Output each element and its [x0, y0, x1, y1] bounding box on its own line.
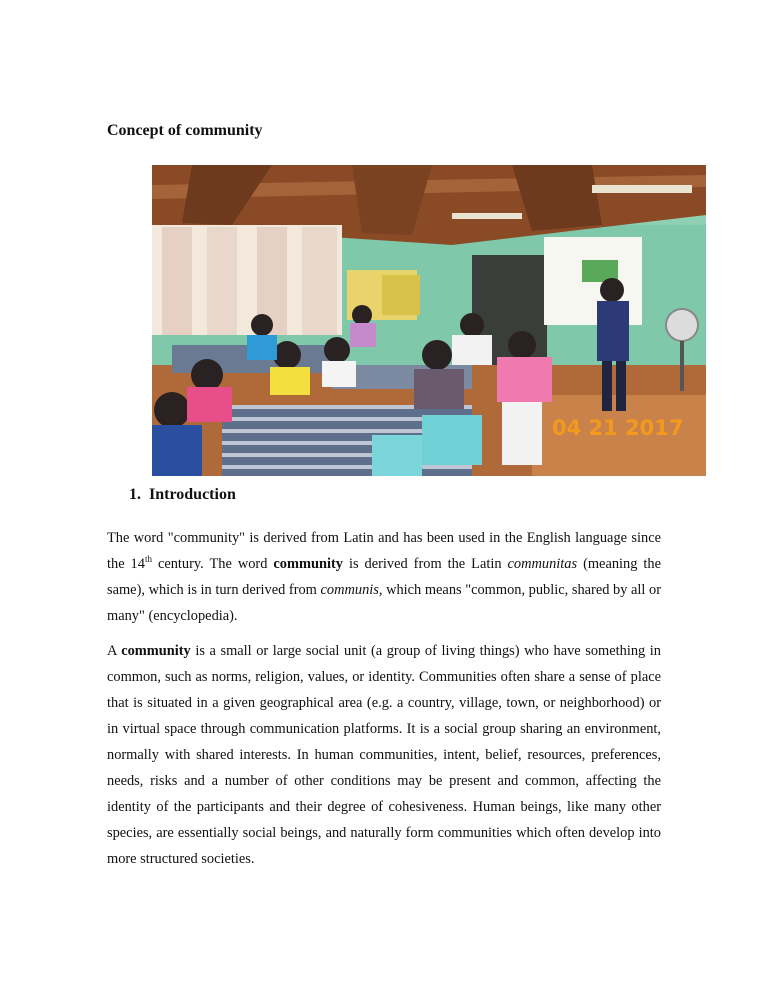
- para1-superscript: th: [144, 554, 152, 565]
- para1-text-4: (meaning the same), which is in turn derived from: [107, 556, 661, 598]
- para1-italic-communis: communis,: [320, 582, 383, 598]
- para2-text-1: A: [107, 643, 122, 659]
- para1-italic-communitas: communitas: [507, 556, 578, 572]
- paragraph-intro: [107, 525, 661, 629]
- para1-bold-term: community: [273, 556, 343, 572]
- paragraph-definition: [107, 638, 661, 872]
- page-title: Concept of community: [107, 122, 263, 139]
- para1-text-3: is derived from the Latin: [342, 556, 508, 572]
- para1-text-1: The word "community" is derived from Latin and has been used in the English language since the 14: [107, 530, 661, 572]
- para2-bold-term: community: [121, 643, 191, 659]
- section-title: Introduction: [149, 486, 236, 503]
- seminar-photo: [152, 165, 706, 476]
- date-stamp: 04 21 2017: [552, 416, 684, 440]
- section-number: 1.: [129, 486, 141, 503]
- para2-text-2: is a small or large social unit (a group of living things) who have something in common, such as norms, religion, values, or identity. Communities often share a sense of place that is situated in a given geographical area (e.g. a country, village, town, or neighborhood) or in virtual space through communication platforms. It is a social group sharing an environment, normally with shared interests. In human communities, intent, belief, resources, preferences, needs, risks and a number of other conditions may be present and common, affecting the identity of the participants and their degree of cohesiveness. Human beings, like many other species, are essentially social beings, and naturally form communities which often develop into more structured societies.: [107, 643, 661, 867]
- para1-text-2: century. The word: [151, 556, 274, 572]
- para1-text-5: which means "common, public, shared by all or many" (encyclopedia).: [107, 582, 661, 624]
- section-heading: [129, 486, 236, 504]
